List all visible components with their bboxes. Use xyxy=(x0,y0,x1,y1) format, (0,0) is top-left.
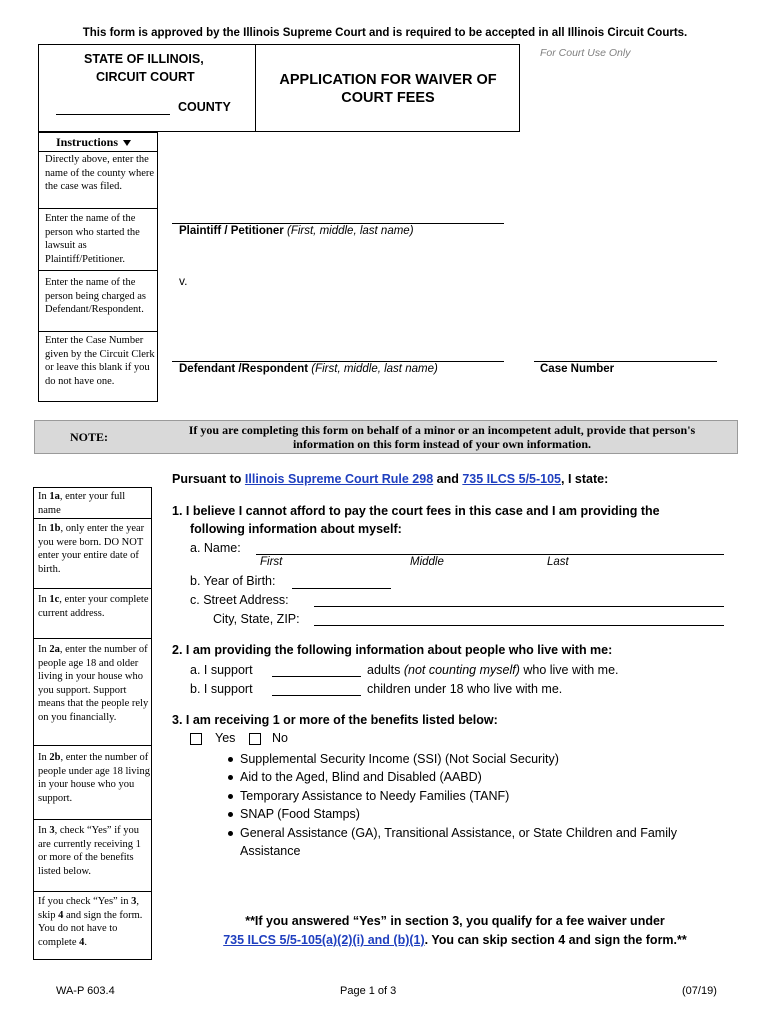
city-line[interactable] xyxy=(314,625,724,626)
plaintiff-label xyxy=(179,225,414,237)
side-instr-2a-rest: , enter the number of people age 18 and older living in your house who you support. Support means that the people rely on you financially. xyxy=(38,644,149,723)
side-instr-2b-rest: , enter the number of people under age 18 living in your house who you support. xyxy=(38,752,150,804)
instr-defendant: Enter the name of the person being charged as Defendant/Respondent. xyxy=(45,277,146,315)
instr-rule-2 xyxy=(38,270,158,271)
side-rule-2 xyxy=(33,588,152,589)
name-line[interactable] xyxy=(256,554,724,555)
skip-text-c: , skip xyxy=(38,896,139,921)
side-instr-1a-text: In xyxy=(38,491,50,502)
year-label: b. Year of Birth: xyxy=(190,574,276,588)
side-instr-1b-text: In xyxy=(38,523,50,534)
side-instr-2b-ref: 2b xyxy=(49,752,61,763)
side-instr-1c-text: In xyxy=(38,594,50,605)
support-children-label: b. I support xyxy=(190,682,253,696)
side-instr-3-ref: 3 xyxy=(49,825,55,836)
ilcs-link[interactable]: 735 ILCS 5/5-105 xyxy=(462,472,562,486)
bullet-icon xyxy=(228,812,233,817)
plaintiff-label-bold: Plaintiff / Petitioner xyxy=(179,225,284,237)
court-label: CIRCUIT COURT xyxy=(96,70,195,84)
plaintiff-label-hint: (First, middle, last name) xyxy=(287,225,414,237)
no-checkbox[interactable] xyxy=(249,733,261,745)
side-instr-2b xyxy=(34,751,150,805)
court-use-label: For Court Use Only xyxy=(540,47,631,59)
name-label: a. Name: xyxy=(190,541,241,555)
side-instr-2b-text: In xyxy=(38,752,50,763)
section1-heading-line1: 1. I believe I cannot afford to pay the court fees in this case and I am providing the xyxy=(172,504,660,518)
side-instr-2a-ref: 2a xyxy=(49,644,60,655)
adults-text-post: who live with me. xyxy=(519,663,619,677)
form-title-line1: APPLICATION FOR WAIVER OF xyxy=(279,72,497,88)
name-middle-hint: Middle xyxy=(410,556,444,568)
side-instr-1c-ref: 1c xyxy=(49,594,60,605)
side-instr-2a-text: In xyxy=(38,644,50,655)
instructions-heading xyxy=(56,135,131,150)
name-last-hint: Last xyxy=(547,556,569,568)
benefit-snap: SNAP (Food Stamps) xyxy=(240,807,360,821)
benefit-ga: General Assistance (GA), Transitional Assistance, or State Children and Family xyxy=(240,826,677,840)
bullet-icon xyxy=(228,831,233,836)
side-instr-3-text: In xyxy=(38,825,50,836)
defendant-label-bold: Defendant /Respondent xyxy=(179,363,309,375)
plaintiff-line[interactable] xyxy=(172,223,504,224)
pursuant-mid: and xyxy=(433,472,463,486)
bullet-icon xyxy=(228,794,233,799)
versus-label: v. xyxy=(179,274,188,288)
city-label: City, State, ZIP: xyxy=(213,612,300,626)
side-instr-3-rest: , check “Yes” if you are currently receiving 1 or more of the benefits listed below. xyxy=(38,825,141,877)
skip-text-g: . xyxy=(84,936,87,948)
adults-hint: (not counting myself) xyxy=(403,663,520,677)
pursuant-pre: Pursuant to xyxy=(172,472,245,486)
side-instr-1c-rest: , enter your complete current address. xyxy=(38,594,149,619)
support-adults-suffix xyxy=(367,663,619,677)
pursuant-post: , I state: xyxy=(561,472,609,486)
revision-date: (07/19) xyxy=(682,985,717,997)
section2-heading: 2. I am providing the following information about people who live with me: xyxy=(172,643,613,657)
side-rule-4 xyxy=(33,745,152,746)
side-instr-1a-rest: , enter your full name xyxy=(38,491,126,516)
side-instr-1c xyxy=(34,593,150,620)
rule-298-link[interactable]: Illinois Supreme Court Rule 298 xyxy=(244,472,434,486)
adults-text: adults xyxy=(367,663,404,677)
defendant-line[interactable] xyxy=(172,361,504,362)
skip-ref-4b: 4 xyxy=(79,936,85,948)
side-rule-3 xyxy=(33,638,152,639)
street-label: c. Street Address: xyxy=(190,593,289,607)
benefit-tanf: Temporary Assistance to Needy Families (TANF) xyxy=(240,789,510,803)
side-instr-1b-rest: , only enter the year you were born. DO NOT enter your entire date of birth. xyxy=(38,523,145,575)
side-rule-1 xyxy=(33,518,152,519)
instr-county: Directly above, enter the name of the county where the case was filed. xyxy=(45,154,155,192)
form-title xyxy=(256,71,520,107)
qualify-ilcs-link[interactable]: 735 ILCS 5/5-105(a)(2)(i) and (b)(1) xyxy=(223,933,425,947)
skip-ref-4: 4 xyxy=(58,909,64,921)
instr-rule-1 xyxy=(38,208,158,209)
state-label: STATE OF ILLINOIS, xyxy=(84,52,204,66)
benefit-aabd: Aid to the Aged, Blind and Disabled (AABD) xyxy=(240,770,482,784)
pursuant-statement xyxy=(172,472,608,486)
caret-down-icon xyxy=(123,140,131,146)
year-line[interactable] xyxy=(292,588,391,589)
instr-plaintiff: Enter the name of the person who started the lawsuit as Plaintiff/Petitioner. xyxy=(45,213,140,265)
side-instr-1b xyxy=(34,522,150,576)
side-instr-1b-ref: 1b xyxy=(49,523,61,534)
yes-checkbox[interactable] xyxy=(190,733,202,745)
side-instr-1a-ref: 1a xyxy=(49,491,60,502)
county-label: COUNTY xyxy=(178,100,231,114)
side-rule-5 xyxy=(33,819,152,820)
support-adults-label: a. I support xyxy=(190,663,253,677)
defendant-label xyxy=(179,363,438,375)
side-rule-6 xyxy=(33,891,152,892)
form-title-line2: COURT FEES xyxy=(341,90,435,106)
county-input-line[interactable] xyxy=(56,114,170,115)
benefit-ga-cont: Assistance xyxy=(240,844,301,858)
side-instr-1a xyxy=(34,490,150,517)
bullet-icon xyxy=(228,757,233,762)
side-instr-3-skip xyxy=(34,895,150,949)
instr-case-number: Enter the Case Number given by the Circuit Clerk or leave this blank if you do not have one. xyxy=(45,335,155,387)
instr-rule-3 xyxy=(38,331,158,332)
support-adults-line[interactable] xyxy=(272,676,361,677)
benefit-ssi: Supplemental Security Income (SSI) (Not Social Security) xyxy=(240,752,559,766)
support-children-suffix: children under 18 who live with me. xyxy=(367,682,563,696)
note-label: NOTE: xyxy=(70,430,109,444)
street-line[interactable] xyxy=(314,606,724,607)
instructions-rule xyxy=(38,151,158,152)
side-instr-3 xyxy=(34,824,150,878)
qualify-line2 xyxy=(172,933,738,947)
side-instr-2a xyxy=(34,643,150,724)
case-number-line[interactable] xyxy=(534,361,717,362)
name-first-hint: First xyxy=(260,556,283,568)
qualify-line2-text: . You can skip section 4 and sign the form.** xyxy=(424,933,687,947)
section3-heading: 3. I am receiving 1 or more of the benefits listed below: xyxy=(172,713,498,727)
defendant-label-hint: (First, middle, last name) xyxy=(311,363,438,375)
no-label: No xyxy=(272,731,288,745)
note-text: If you are completing this form on behalf of a minor or an incompetent adult, provide that person's information on this form instead of your own information. xyxy=(188,423,696,451)
qualify-line1: **If you answered “Yes” in section 3, you qualify for a fee waiver under xyxy=(245,914,665,928)
form-id: WA-P 603.4 xyxy=(56,985,115,997)
skip-ref-3: 3 xyxy=(131,896,137,907)
approval-notice: This form is approved by the Illinois Supreme Court and is required to be accepted in all Illinois Circuit Courts. xyxy=(82,27,688,39)
bullet-icon xyxy=(228,775,233,780)
support-children-line[interactable] xyxy=(272,695,361,696)
case-number-label: Case Number xyxy=(540,363,615,375)
section1-heading-line2: following information about myself: xyxy=(190,522,402,536)
skip-text-a: If you check “Yes” in xyxy=(38,896,132,907)
yes-label: Yes xyxy=(215,731,236,745)
skip-text-e: and sign the form. You do not have to complete xyxy=(38,909,143,948)
page-number: Page 1 of 3 xyxy=(340,985,397,997)
instructions-label: Instructions xyxy=(56,135,119,149)
